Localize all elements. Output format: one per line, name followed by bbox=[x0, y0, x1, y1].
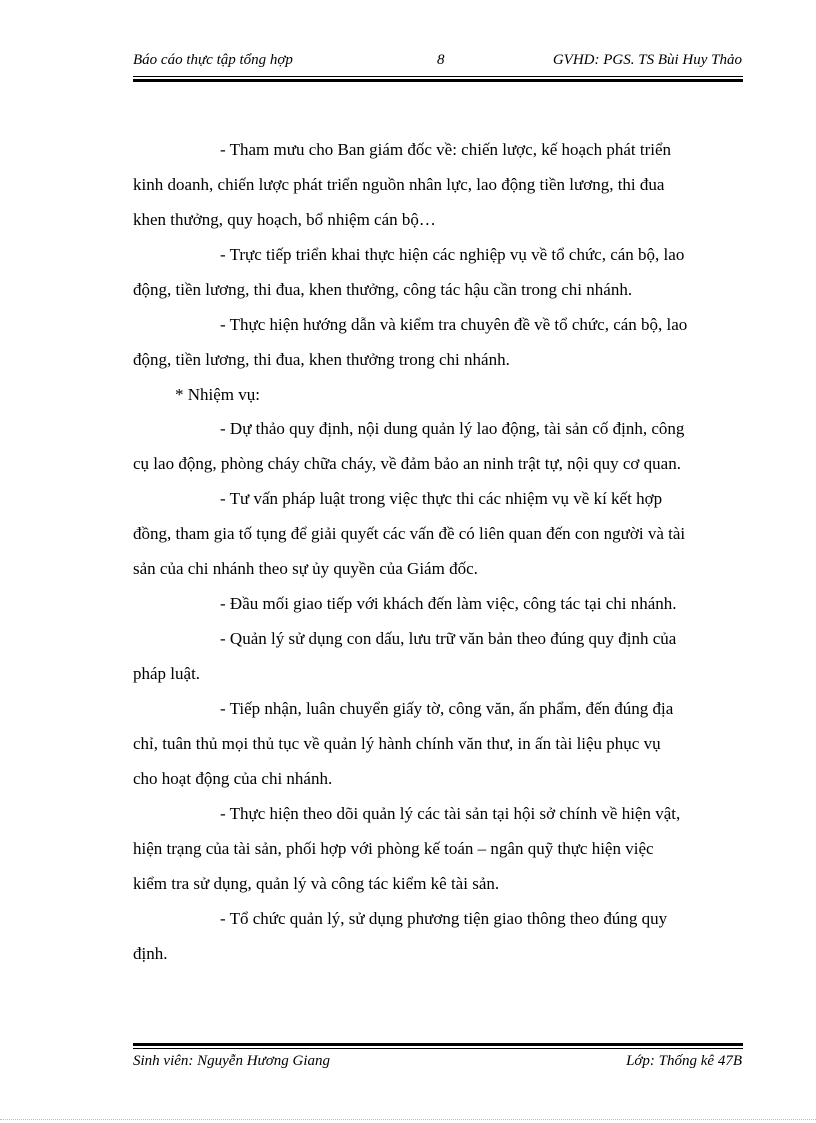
footer-rule-thin bbox=[133, 1048, 743, 1049]
body-line-16: pháp luật. bbox=[133, 664, 201, 683]
body-line-10: cụ lao động, phòng cháy chữa cháy, về đảm bảo an ninh trật tự, nội quy cơ quan. bbox=[133, 454, 681, 473]
page-edge-divider bbox=[0, 1119, 816, 1120]
header-rule-thick bbox=[133, 79, 743, 82]
footer-student-name: Sinh viên: Nguyễn Hương Giang bbox=[133, 1053, 330, 1069]
body-line-5: động, tiền lương, thi đua, khen thưởng, công tác hậu cần trong chi nhánh. bbox=[133, 280, 633, 299]
header-page-number: 8 bbox=[437, 52, 445, 68]
body-line-11: - Tư vấn pháp luật trong việc thực thi các nhiệm vụ về kí kết hợp bbox=[220, 489, 663, 508]
body-line-1: - Tham mưu cho Ban giám đốc về: chiến lược, kế hoạch phát triển bbox=[220, 140, 672, 159]
body-line-2: kinh doanh, chiến lược phát triển nguồn nhân lực, lao động tiền lương, thi đua bbox=[133, 175, 665, 194]
body-line-19: cho hoạt động của chi nhánh. bbox=[133, 769, 333, 788]
body-line-21: hiện trạng của tài sản, phối hợp với phòng kế toán – ngân quỹ thực hiện việc bbox=[133, 839, 654, 858]
header-rule-thin bbox=[133, 76, 743, 77]
section-heading-nhiem-vu: * Nhiệm vụ: bbox=[175, 385, 260, 404]
body-line-4: - Trực tiếp triển khai thực hiện các nghiệp vụ về tổ chức, cán bộ, lao bbox=[220, 245, 685, 264]
body-line-18: chỉ, tuân thủ mọi thủ tục về quản lý hành chính văn thư, in ấn tài liệu phục vụ bbox=[133, 734, 661, 753]
body-line-22: kiểm tra sử dụng, quản lý và công tác kiểm kê tài sản. bbox=[133, 874, 500, 893]
page-header bbox=[133, 52, 742, 74]
body-line-3: khen thưởng, quy hoạch, bổ nhiệm cán bộ… bbox=[133, 210, 436, 229]
body-line-20: - Thực hiện theo dõi quản lý các tài sản tại hội sở chính về hiện vật, bbox=[220, 804, 681, 823]
footer-class: Lớp: Thống kê 47B bbox=[626, 1053, 742, 1069]
body-line-13: sản của chi nhánh theo sự ủy quyền của Giám đốc. bbox=[133, 559, 478, 578]
body-line-23: - Tổ chức quản lý, sử dụng phương tiện giao thông theo đúng quy bbox=[220, 909, 668, 928]
page-footer bbox=[133, 1053, 742, 1075]
footer-rule-thick bbox=[133, 1043, 743, 1046]
body-line-7: động, tiền lương, thi đua, khen thưởng trong chi nhánh. bbox=[133, 350, 510, 369]
header-report-title: Báo cáo thực tập tổng hợp bbox=[133, 52, 293, 68]
body-line-24: định. bbox=[133, 944, 168, 963]
body-line-15: - Quản lý sử dụng con dấu, lưu trữ văn bản theo đúng quy định của bbox=[220, 629, 677, 648]
header-supervisor: GVHD: PGS. TS Bùi Huy Thảo bbox=[552, 52, 742, 68]
body-line-17: - Tiếp nhận, luân chuyển giấy tờ, công văn, ấn phẩm, đến đúng địa bbox=[220, 699, 674, 718]
body-line-9: - Dự thảo quy định, nội dung quản lý lao động, tài sản cố định, công bbox=[220, 419, 685, 438]
body-line-12: đồng, tham gia tố tụng để giải quyết các vấn đề có liên quan đến con người và tài bbox=[133, 524, 686, 543]
body-line-14: - Đầu mối giao tiếp với khách đến làm việc, công tác tại chi nhánh. bbox=[220, 594, 677, 613]
body-line-6: - Thực hiện hướng dẫn và kiểm tra chuyên đề về tổ chức, cán bộ, lao bbox=[220, 315, 688, 334]
